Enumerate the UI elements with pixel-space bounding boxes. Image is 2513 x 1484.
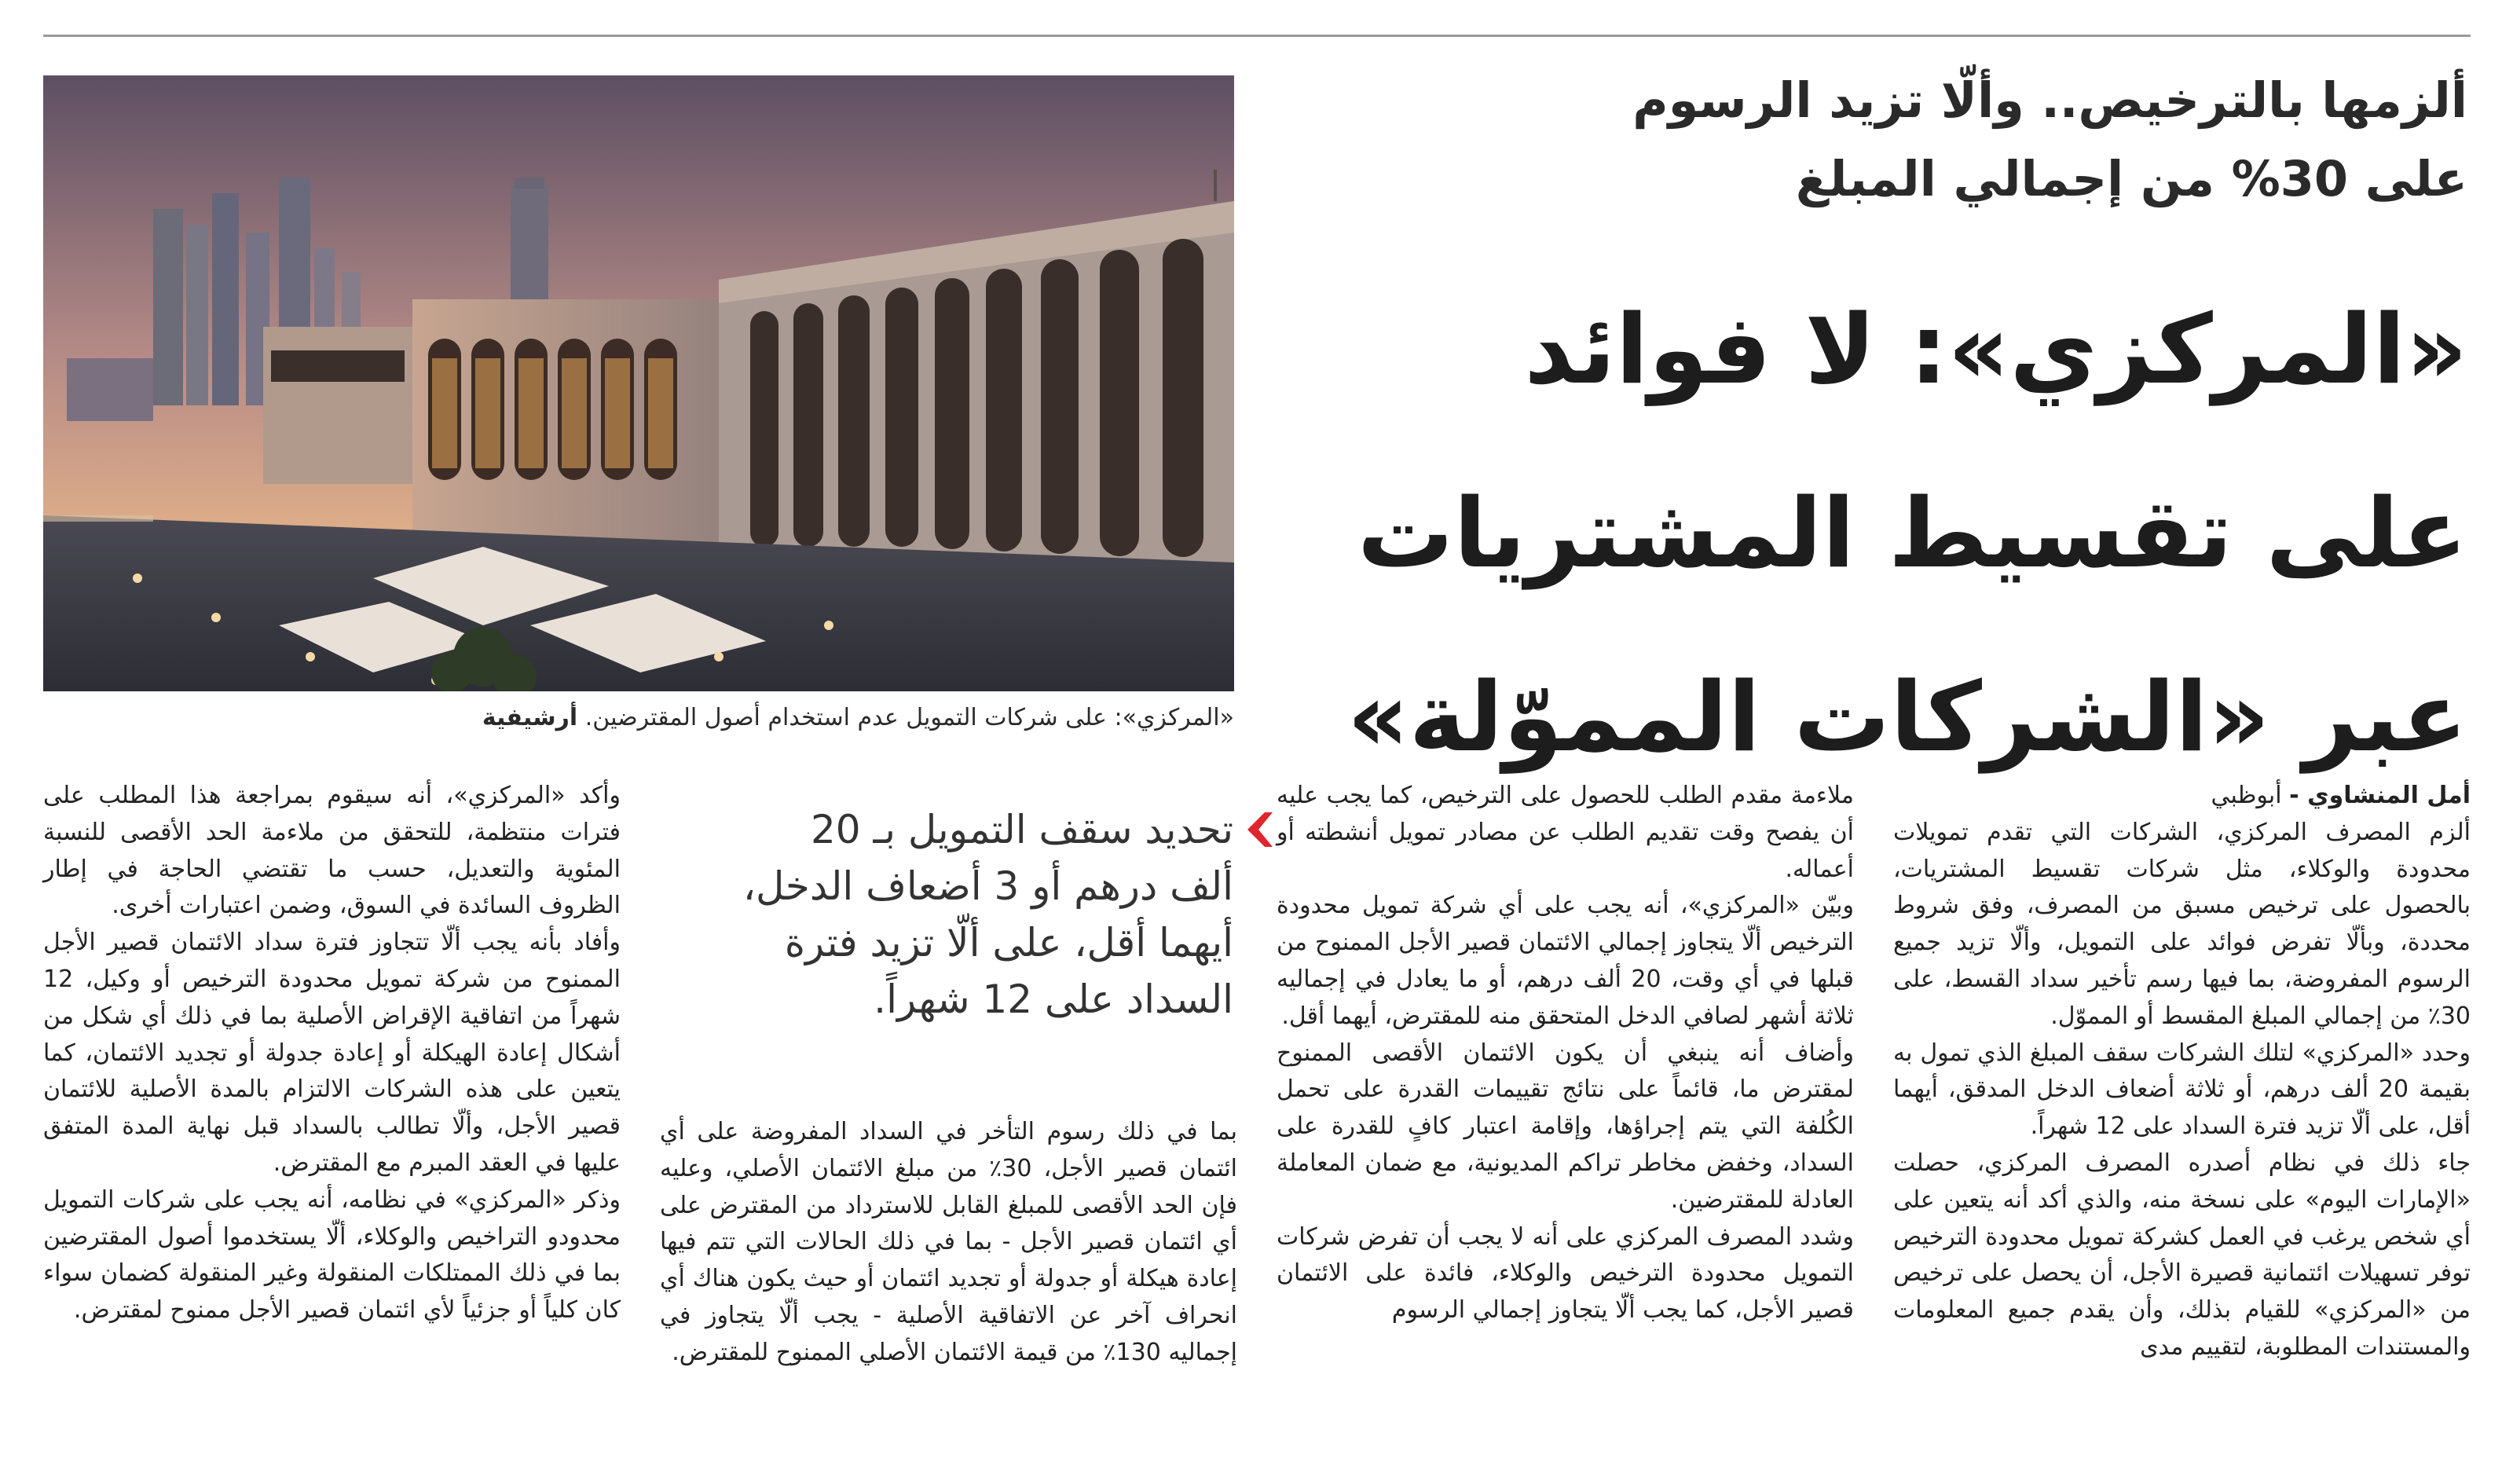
kicker xyxy=(1438,61,2467,218)
article-column-3 xyxy=(660,1114,1237,1372)
article-column-4 xyxy=(43,778,621,1329)
byline-location: أبوظبي xyxy=(2211,782,2282,809)
red-chevron-icon xyxy=(1241,811,1279,848)
headline-line: «المركزي»: لا فوائد xyxy=(1524,294,2467,405)
caption-text: «المركزي»: على شركات التمويل عدم استخدام أصول المقترضين. xyxy=(584,704,1234,731)
byline-author: أمل المنشاوي - xyxy=(2289,782,2471,809)
paragraph: وأفاد بأنه يجب ألّا تتجاوز فترة سداد الائتمان قصير الأجل الممنوح من شركة تمويل محدودة الترخيص أو وكيل، 12 شهراً من اتفاقية الإقراض الأصلية بما في ذلك أي شكل من أشكال إعادة الهيكلة أو إعادة جدولة أو تجديد الائتمان، كما يتعين على هذه الشركات الالتزام بالمدة الأصلية للائتمان قصير الأجل، وألّا تطالب بالسداد قبل نهاية المدة المتفق عليها في العقد المبرم مع المقترض. xyxy=(43,929,621,1177)
kicker-line: ألزمها بالترخيص.. وألّا تزيد الرسوم xyxy=(1632,71,2467,129)
headline xyxy=(1297,258,2467,809)
paragraph: وحدد «المركزي» لتلك الشركات سقف المبلغ الذي تمول به بقيمة 20 ألف درهم، أو ثلاثة أضعاف الدخل المدقق، أيهما أقل، على ألّا تزيد فترة السداد على 12 شهراً. xyxy=(1893,1039,2471,1141)
pull-quote-line: السداد على 12 شهراً. xyxy=(874,977,1233,1022)
article-column-1 xyxy=(1893,778,2471,1366)
top-divider xyxy=(43,35,2471,37)
paragraph: وأضاف أنه ينبغي أن يكون الائتمان الأقصى الممنوح لمقترض ما، قائماً على نتائج تقييمات القدرة على تحمل الكُلفة التي يتم إجراؤها، وإقامة اعتبار كافٍ للقدرة على السداد، وخفض مخاطر تراكم المديونية، مع ضمان المعاملة العادلة للمقترضين. xyxy=(1277,1039,1854,1214)
paragraph: وبيّن «المركزي»، أنه يجب على أي شركة تمويل محدودة الترخيص ألّا يتجاوز إجمالي الائتمان قصير الأجل الممنوح من قبلها في أي وقت، 20 ألف درهم، أو ما يعادل في إجماليه ثلاثة أشهر لصافي الدخل المتحقق منه للمقترض، أيهما أقل. xyxy=(1277,892,1854,1030)
pull-quote xyxy=(660,801,1233,1028)
headline-line: عبر «الشركات المموّلة» xyxy=(1346,661,2467,773)
paragraph: وشدد المصرف المركزي على أنه لا يجب أن تفرض شركات التمويل محدودة الترخيص والوكلاء، فائدة على الائتمان قصير الأجل، كما يجب ألّا يتجاوز إجمالي الرسوم xyxy=(1277,1222,1854,1325)
paragraph: ملاءمة مقدم الطلب للحصول على الترخيص، كما يجب عليه أن يفصح وقت تقديم الطلب عن مصادر تمويل أنشطته أو أعماله. xyxy=(1277,782,1854,883)
paragraph: بما في ذلك رسوم التأخر في السداد المفروضة على أي ائتمان قصير الأجل، 30٪ من مبلغ الائتمان الأصلي، وعليه فإن الحد الأقصى للمبلغ القابل للاسترداد من المقترض على أي ائتمان قصير الأجل - بما في ذلك الحالات التي تتم فيها إعادة هيكلة أو جدولة أو تجديد ائتمان أو حيث يكون هناك أي انحراف آخر عن الاتفاقية الأصلية - يجب ألّا يتجاوز في إجماليه 130٪ من قيمة الائتمان الأصلي الممنوح للمقترض. xyxy=(660,1118,1238,1366)
photo-caption xyxy=(43,698,1234,738)
paragraph: وأكد «المركزي»، أنه سيقوم بمراجعة هذا المطلب على فترات منتظمة، للتحقق من ملاءمة الحد الأقصى للنسبة المئوية والتعديل، حسب ما تقتضي الحاجة في إطار الظروف السائدة في السوق، وضمن اعتبارات أخرى. xyxy=(43,782,621,920)
kicker-line: على 30% من إجمالي المبلغ xyxy=(1795,150,2467,207)
pull-quote-line: ألف درهم أو 3 أضعاف الدخل، xyxy=(742,863,1233,909)
paragraph: ألزم المصرف المركزي، الشركات التي تقدم تمويلات محدودة والوكلاء، مثل شركات تقسيط المشتريات، بالحصول على ترخيص مسبق من المصرف، وفق شروط محددة، وبألّا تفرض فوائد على التمويل، وألّا تزيد جميع الرسوم المفروضة، بما فيها رسم تأخير سداد القسط، على 30٪ من إجمالي المبلغ المقسط أو المموّل. xyxy=(1893,818,2471,1030)
headline-line: على تقسيط المشتريات xyxy=(1357,478,2467,589)
article-column-2 xyxy=(1277,778,1854,1329)
pull-quote-line: أيهما أقل، على ألّا تزيد فترة xyxy=(784,920,1233,966)
paragraph: جاء ذلك في نظام أصدره المصرف المركزي، حصلت «الإمارات اليوم» على نسخة منه، والذي أكد أنه يتعين على أي شخص يرغب في العمل كشركة تمويل محدودة الترخيص توفر تسهيلات ائتمانية قصيرة الأجل، أن يحصل على ترخيص من «المركزي» للقيام بذلك، وأن يقدم جميع المعلومات والمستندات المطلوبة، لتقييم مدى xyxy=(1893,1149,2471,1361)
pull-quote-line: تحديد سقف التمويل بـ 20 xyxy=(810,807,1233,852)
central-bank-building-photo xyxy=(43,75,1234,691)
photo-credit: أرشيفية xyxy=(482,704,578,731)
paragraph: وذكر «المركزي» في نظامه، أنه يجب على شركات التمويل محدودو التراخيص والوكلاء، ألّا يستخدموا أصول المقترضين بما في ذلك الممتلكات المنقولة وغير المنقولة كضمان سواء كان كلياً أو جزئياً لأي ائتمان قصير الأجل ممنوح لمقترض. xyxy=(43,1185,621,1325)
